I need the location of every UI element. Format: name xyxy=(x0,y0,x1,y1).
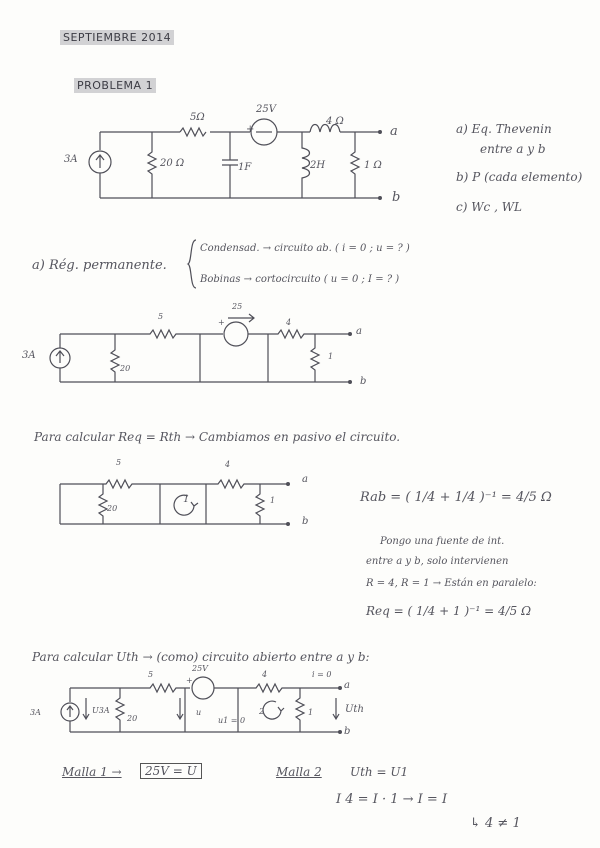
current-equation: I 4 = I · 1 → I = I xyxy=(336,792,448,807)
question-a-cont: entre a y b xyxy=(480,142,546,156)
malla-1-label: Malla 1 → xyxy=(62,765,122,779)
r5-label: 5Ω xyxy=(190,112,205,123)
malla-2-label: Malla 2 xyxy=(276,765,322,779)
inequality: ↳ 4 ≠ 1 xyxy=(470,816,521,831)
c4-b-label: b xyxy=(344,726,351,737)
req-note-4: Req = ( 1/4 + 1 )⁻¹ = 4/5 Ω xyxy=(366,604,532,618)
malla-2-equation: Uth = U1 xyxy=(350,765,409,779)
c4-uth-label: Uth xyxy=(345,704,364,715)
question-a: a) Eq. Thevenin xyxy=(456,122,552,136)
rab-equation: Rab = ( 1/4 + 1/4 )⁻¹ = 4/5 Ω xyxy=(360,490,552,505)
c4-plus: + xyxy=(186,676,193,685)
circuit-4 xyxy=(40,672,350,742)
c2-v-label: 25 xyxy=(232,302,243,311)
req-note-2: entre a y b, solo intervienen xyxy=(366,556,509,567)
req-intro: Para calcular Req = Rth → Cambiamos en pasivo el circuito. xyxy=(34,430,401,444)
c4-source-label: 3A xyxy=(30,708,41,717)
c4-r4-label: 4 xyxy=(262,670,268,679)
question-c: c) Wc , WL xyxy=(456,200,523,214)
c3-r4-label: 4 xyxy=(225,460,231,469)
c3-mesh-label: 1 xyxy=(183,494,190,505)
c4-u-label: u xyxy=(196,708,202,717)
c2-a-label: a xyxy=(356,326,362,337)
c4-a-label: a xyxy=(344,680,350,691)
c4-r20-label: 20 xyxy=(127,714,138,723)
uth-intro: Para calcular Uth → (como) circuito abierto entre a y b: xyxy=(32,650,370,664)
c3-r1-label: 1 xyxy=(270,496,276,505)
req-note-3: R = 4, R = 1 → Están en paralelo: xyxy=(366,578,537,589)
l4-label: 4 Ω xyxy=(326,116,344,127)
r1-label: 1 Ω xyxy=(364,160,382,171)
c2-r5-label: 5 xyxy=(158,312,164,321)
c2-source-label: 3A xyxy=(22,350,36,361)
c2-plus: + xyxy=(218,318,225,327)
brace xyxy=(186,238,198,290)
r20-label: 20 Ω xyxy=(160,158,185,169)
c3-a-label: a xyxy=(302,474,308,485)
c4-i0-label: i = 0 xyxy=(312,670,332,679)
c4-r5-label: 5 xyxy=(148,670,154,679)
node-a-label: a xyxy=(390,124,398,139)
v25-label: 25V xyxy=(256,104,276,115)
part-a-line1: Condensad. → circuito ab. ( i = 0 ; u = ? ) xyxy=(200,243,410,254)
source-3a-label: 3A xyxy=(64,154,78,165)
c2-b-label: b xyxy=(360,376,367,387)
circuit-2 xyxy=(40,302,370,392)
c2-r4-label: 4 xyxy=(286,318,292,327)
c3-r5-label: 5 xyxy=(116,458,122,467)
c4-r1-label: 1 xyxy=(308,708,314,717)
part-a-line2: Bobinas → cortocircuito ( u = 0 ; I = ? ) xyxy=(200,274,400,285)
c4-mesh-label: 2 xyxy=(259,707,265,716)
c4-u3a-label: U3A xyxy=(92,706,110,715)
c2-r20-label: 20 xyxy=(120,364,131,373)
c4-ui-label: u1 = 0 xyxy=(218,716,246,725)
c4-v-label: 25V xyxy=(192,664,208,673)
c3-r20-label: 20 xyxy=(107,504,118,513)
problem-header: PROBLEMA 1 xyxy=(74,78,156,93)
date-header: SEPTIEMBRE 2014 xyxy=(60,30,174,45)
req-note-1: Pongo una fuente de int. xyxy=(380,536,505,547)
c2-r1-label: 1 xyxy=(328,352,334,361)
question-b: b) P (cada elemento) xyxy=(456,170,583,184)
malla-1-equation: 25V = U xyxy=(140,763,202,779)
cap-label: 1F xyxy=(238,162,252,173)
circuit-1 xyxy=(80,100,410,210)
part-a-label: a) Rég. permanente. xyxy=(32,258,167,273)
plus-sign: + xyxy=(246,124,255,135)
l2h-label: 2H xyxy=(310,160,326,171)
c3-b-label: b xyxy=(302,516,309,527)
node-b-label: b xyxy=(392,190,401,205)
